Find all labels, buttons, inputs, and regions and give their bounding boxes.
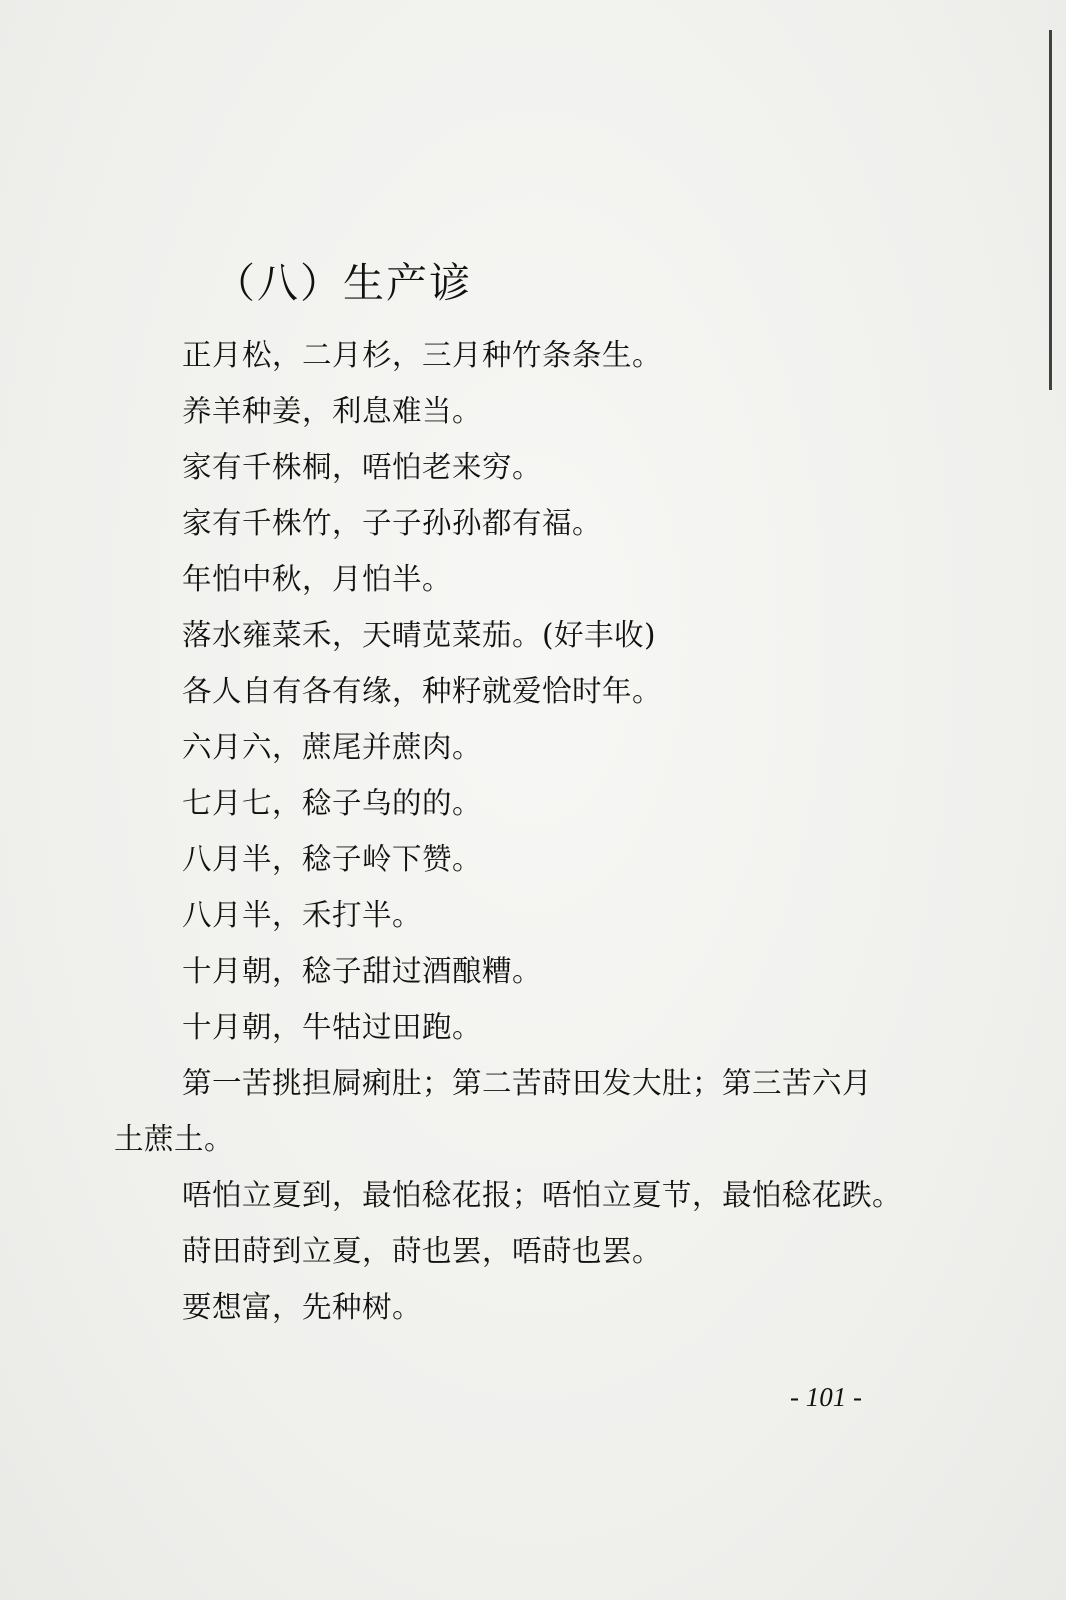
proverb-line: 年怕中秋，月怕半。 [182, 562, 453, 596]
proverb-list [114, 327, 964, 1335]
proverb-line: 要想富，先种树。 [182, 1290, 423, 1324]
proverb-line: 八月半，禾打半。 [182, 898, 423, 932]
proverb-line: 第一苦挑担屙痢肚；第二苦莳田发大肚；第三苦六月 [182, 1066, 873, 1100]
proverb-line: 家有千株桐，唔怕老来穷。 [182, 450, 543, 484]
section-title: （八）生产谚 [214, 259, 472, 307]
proverb-line: 六月六，蔗尾并蔗肉。 [182, 730, 483, 764]
proverb-line: 落水雍菜禾，天晴苋菜茄。(好丰收) [182, 618, 657, 652]
proverb-line: 八月半，稔子岭下赞。 [182, 842, 483, 876]
proverb-line: 七月七，稔子乌的的。 [182, 786, 483, 820]
proverb-line-continuation: 土蔗土。 [114, 1122, 235, 1156]
proverb-line: 唔怕立夏到，最怕稔花报；唔怕立夏节，最怕稔花跌。 [182, 1178, 903, 1212]
proverb-line: 家有千株竹，子子孙孙都有福。 [182, 506, 603, 540]
page-number: - 101 - [790, 1382, 862, 1412]
proverb-line: 十月朝，稔子甜过酒酿糟。 [182, 954, 543, 988]
proverb-line: 十月朝，牛牯过田跑。 [182, 1010, 483, 1044]
proverb-line: 养羊种姜，利息难当。 [182, 394, 483, 428]
proverb-line: 各人自有各有缘，种籽就爱恰时年。 [182, 674, 663, 708]
proverb-line: 正月松，二月杉，三月种竹条条生。 [182, 338, 663, 372]
scan-edge-line [1049, 30, 1052, 390]
proverb-line: 莳田莳到立夏，莳也罢，唔莳也罢。 [182, 1234, 663, 1268]
